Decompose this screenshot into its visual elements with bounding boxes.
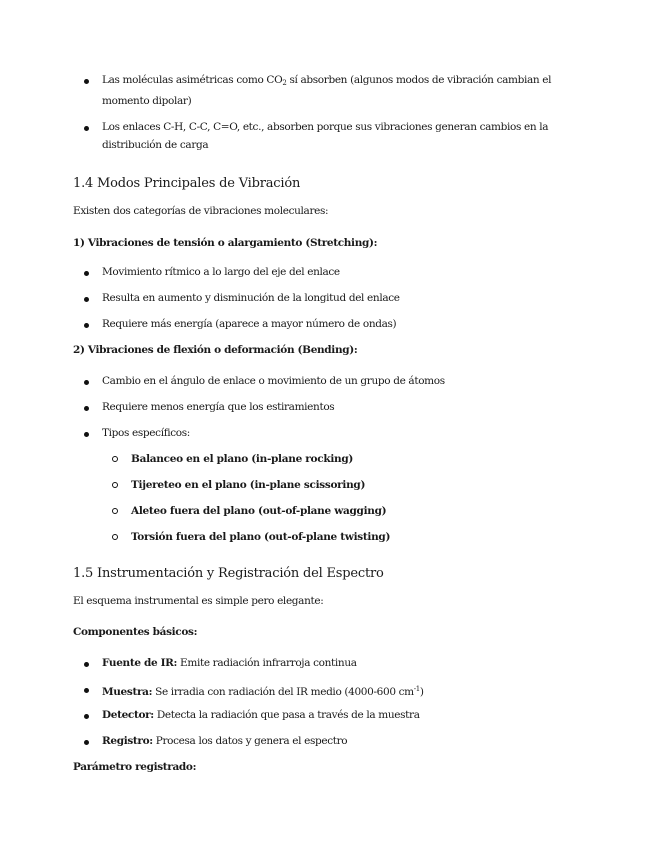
bullet-icon (84, 271, 89, 276)
bullet-icon (84, 323, 89, 328)
bullet-icon (84, 126, 89, 131)
stretching-item-2: Resulta en aumento y disminución de la longitud del enlace (102, 292, 400, 304)
component-item-3: Detector: Detecta la radiación que pasa a través de la muestra (102, 709, 420, 721)
parameter-heading: Parámetro registrado: (73, 761, 197, 773)
section-1-4-intro: Existen dos categorías de vibraciones moleculares: (73, 205, 329, 217)
bullet-icon (84, 380, 89, 385)
bullet-icon (84, 714, 89, 719)
circle-bullet-icon (112, 534, 118, 540)
bending-item-1: Cambio en el ángulo de enlace o movimiento de un grupo de átomos (102, 375, 445, 387)
bending-item-2: Requiere menos energía que los estiramientos (102, 401, 335, 413)
stretching-heading: 1) Vibraciones de tensión o alargamiento (Stretching): (73, 237, 378, 249)
component-item-2: Muestra: Se irradia con radiación del IR medio (4000-600 $cm^{-1}$) (102, 685, 424, 698)
intro-bullet-2: Los enlaces C-H, C-C, C=O, etc., absorben porque sus vibraciones generan cambios en la distribución de carga (102, 121, 549, 151)
section-1-5-intro: El esquema instrumental es simple pero elegante: (73, 595, 324, 607)
circle-bullet-icon (112, 508, 118, 514)
bending-item-3: Tipos específicos: (102, 427, 190, 439)
stretching-item-1: Movimiento rítmico a lo largo del eje del enlace (102, 266, 340, 278)
bullet-icon (84, 688, 89, 693)
bullet-icon (84, 297, 89, 302)
bullet-icon (84, 662, 89, 667)
section-title-1-5: 1.5 Instrumentación y Registración del Espectro (73, 566, 384, 581)
bending-subitem-3: Aleteo fuera del plano (out-of-plane wagging) (131, 505, 387, 517)
bullet-icon (84, 406, 89, 411)
bending-subitem-2: Tijereteo en el plano (in-plane scissoring) (131, 479, 366, 491)
bullet-icon (84, 79, 89, 84)
bending-subitem-4: Torsión fuera del plano (out-of-plane twisting) (131, 531, 391, 543)
component-item-1: Fuente de IR: Emite radiación infrarroja continua (102, 657, 357, 669)
bending-heading: 2) Vibraciones de flexión o deformación (Bending): (73, 344, 358, 356)
bullet-icon (84, 432, 89, 437)
bending-subitem-1: Balanceo en el plano (in-plane rocking) (131, 453, 354, 465)
component-item-4: Registro: Procesa los datos y genera el espectro (102, 735, 348, 747)
section-title-1-4: 1.4 Modos Principales de Vibración (73, 176, 301, 191)
stretching-item-3: Requiere más energía (aparece a mayor número de ondas) (102, 318, 397, 330)
components-heading: Componentes básicos: (73, 626, 198, 638)
intro-bullet-1: Las moléculas asimétricas como $CO_2$ sí absorben (algunos modos de vibración cambian el momento dipolar) (102, 74, 552, 107)
circle-bullet-icon (112, 482, 118, 488)
circle-bullet-icon (112, 456, 118, 462)
bullet-icon (84, 740, 89, 745)
